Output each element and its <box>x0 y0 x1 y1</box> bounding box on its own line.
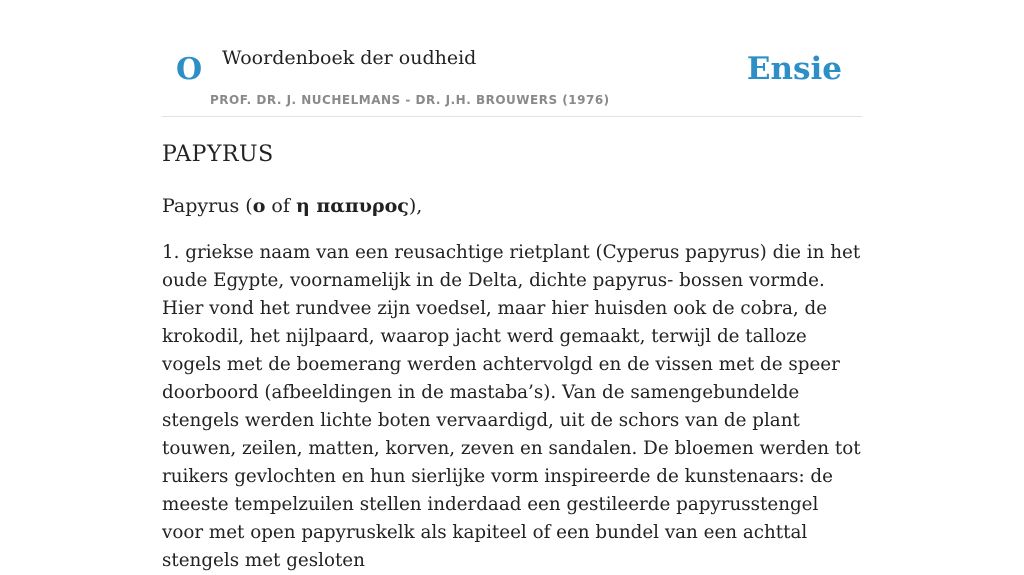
header <box>162 0 862 117</box>
headword-greek: η παπυρος <box>295 195 409 217</box>
book-title-link[interactable]: Woordenboek der oudheid <box>222 47 477 69</box>
headword-word: Papyrus <box>162 195 240 217</box>
headword-open-paren: ( <box>239 195 253 217</box>
entry-headword <box>162 192 422 220</box>
page-container <box>162 0 862 571</box>
entry-body: 1. griekse naam van een reusachtige rietplant (Cyperus papyrus) die in het oude Egypte, voornamelijk in de Delta, dichte papyrus- bossen vormde. Hier vond het rundvee zijn voedsel, maar hier huisden ook de cobra, de krokodil, het nijlpaard, waarop jacht werd gemaakt, terwijl de talloze vogels met de boemerang werden achtervolgd en de vissen met de speer doorboord (afbeeldingen in de mastaba’s). Van de samengebundelde stengels werden lichte boten vervaardigd, uit de schors van de plant touwen, zeilen, matten, korven, zeven en sandalen. De bloemen werden tot ruikers gevlochten en hun sierlijke vorm inspireerde de kunstenaars: de meeste tempelzuilen stellen inderdaad een gestileerde papyrusstengel voor met open papyruskelk als kapiteel of een bundel van een achttal stengels met gesloten <box>162 242 861 571</box>
headword-close-paren: ), <box>408 195 423 217</box>
authors-subtitle: PROF. DR. J. NUCHELMANS - DR. J.H. BROUWERS (1976) <box>210 93 610 107</box>
ensie-logo-link[interactable]: Ensie <box>746 51 842 87</box>
headword-article: ο <box>252 195 266 217</box>
book-logo-icon[interactable]: O <box>176 52 203 87</box>
headword-of: of <box>265 195 296 217</box>
entry-title: PAPYRUS <box>162 142 274 167</box>
